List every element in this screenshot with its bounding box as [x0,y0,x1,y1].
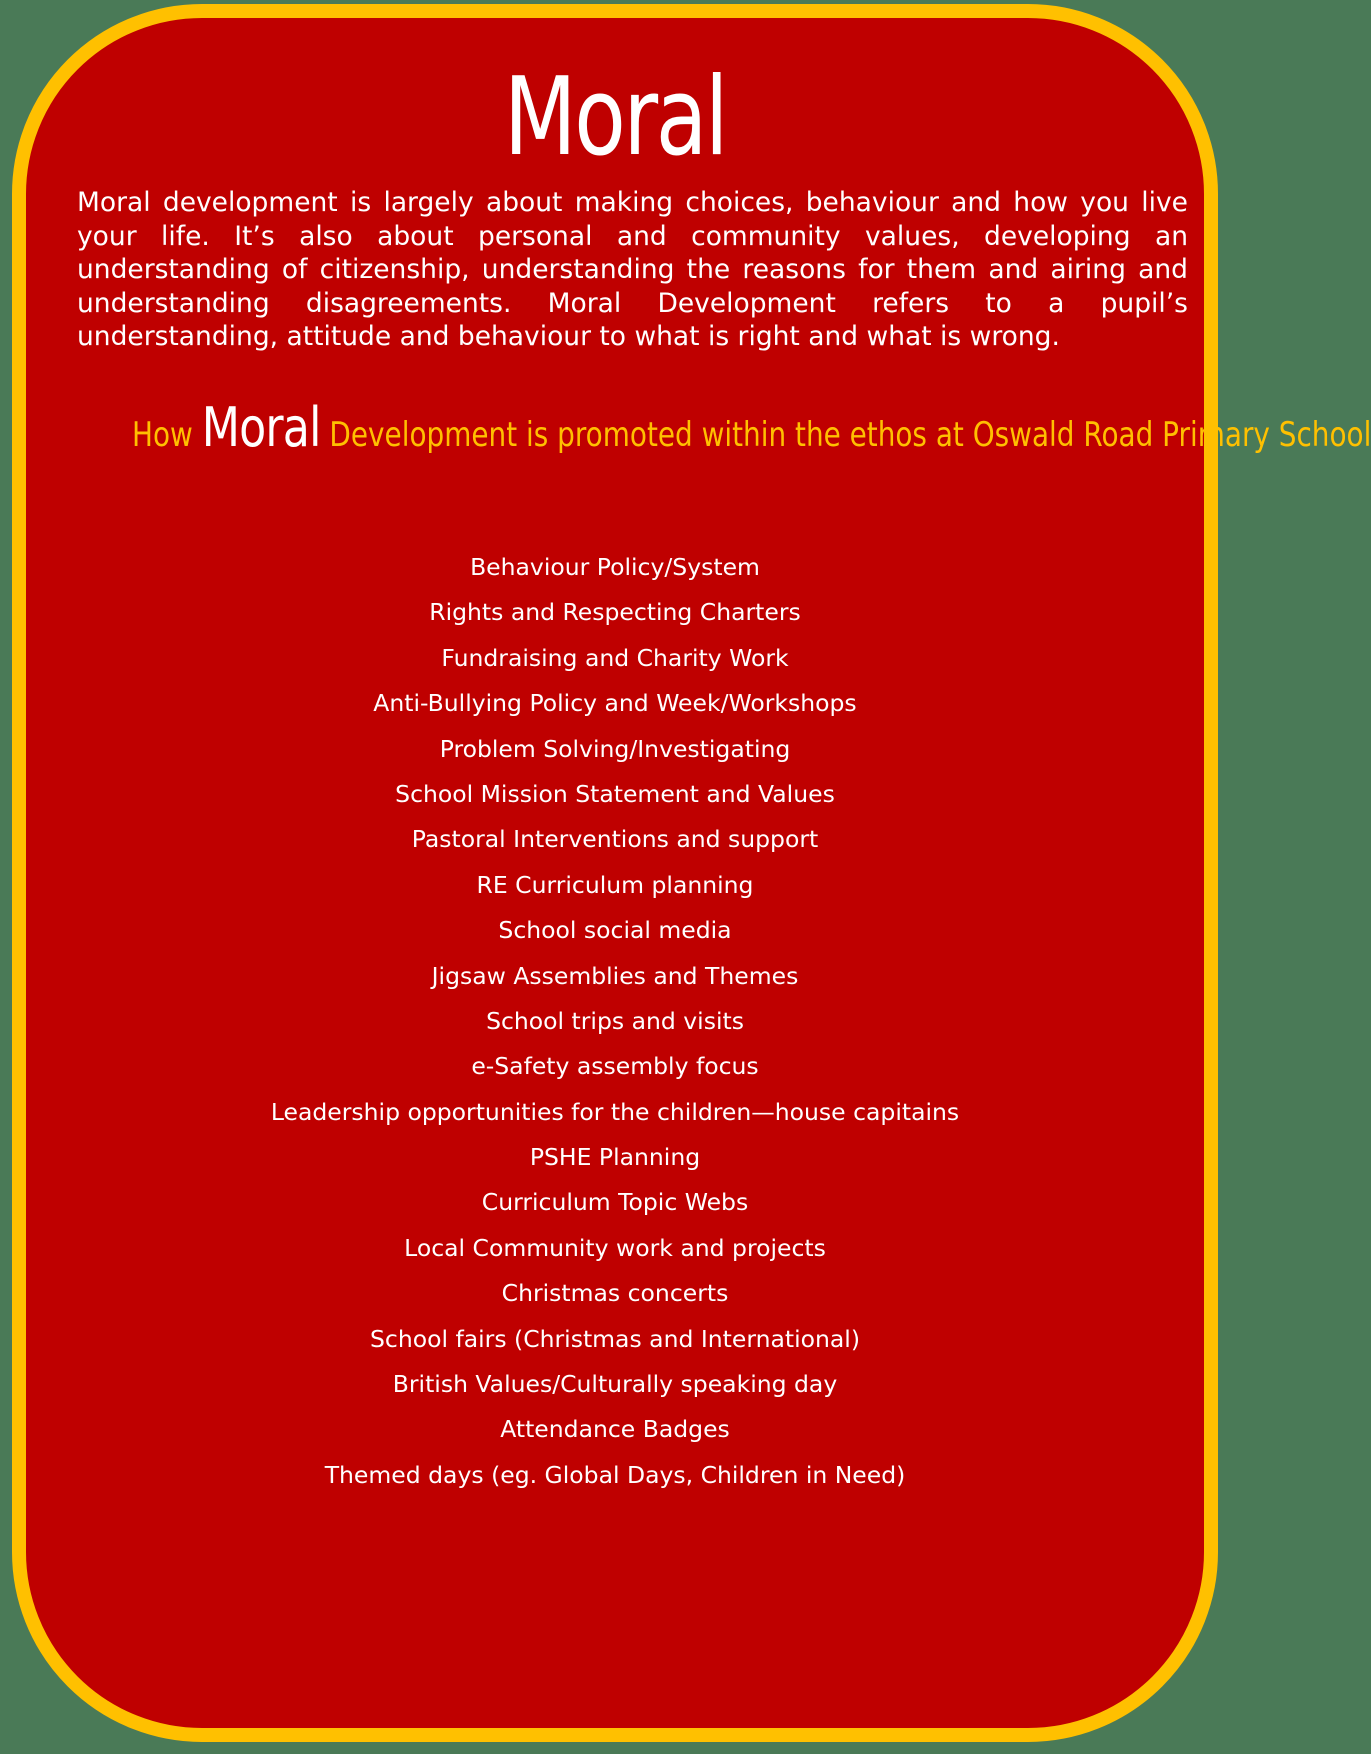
list-item: Attendance Badges [500,1415,730,1444]
list-item: Jigsaw Assemblies and Themes [431,961,799,990]
list-item: Problem Solving/Investigating [439,734,791,763]
list-item: Local Community work and projects [404,1233,826,1262]
list-item: Pastoral Interventions and support [411,825,819,854]
list-item: Curriculum Topic Webs [481,1188,749,1217]
promotion-list [26,548,1204,1501]
list-item: Leadership opportunities for the children—house capitains [270,1097,960,1126]
section-heading [132,396,1371,465]
intro-paragraph: Moral development is largely about making choices, behaviour and how you live your life. It’s also about personal and community values, developing an understanding of citizenship, understanding the reasons for them and airing and understanding disagreements. Moral Development refers to a pupil’s understanding, attitude and behaviour to what is right and what is wrong. [77,187,1188,352]
list-item: School social media [498,916,732,945]
list-item: Anti-Bullying Policy and Week/Workshops [373,689,857,718]
heading-prefix: How [132,415,193,455]
list-item: British Values/Culturally speaking day [392,1370,838,1399]
page-title: Moral [503,55,727,180]
list-item: Christmas concerts [501,1279,729,1308]
list-item: School fairs (Christmas and International) [369,1324,861,1353]
heading-suffix: Development is promoted within the ethos at Oswald Road Primary School [329,415,1371,455]
list-item: Behaviour Policy/System [470,553,760,581]
list-item: Themed days (eg. Global Days, Children in Need) [324,1460,906,1489]
poster-card [12,4,1371,1742]
heading-highlight: Moral [201,396,321,459]
list-item: School Mission Statement and Values [395,779,835,808]
list-item: Fundraising and Charity Work [441,643,789,672]
list-item: Rights and Respecting Charters [429,598,801,627]
list-item: RE Curriculum planning [476,870,754,899]
list-item: e-Safety assembly focus [471,1052,759,1081]
list-item: School trips and visits [486,1006,744,1035]
list-item: PSHE Planning [529,1143,701,1172]
